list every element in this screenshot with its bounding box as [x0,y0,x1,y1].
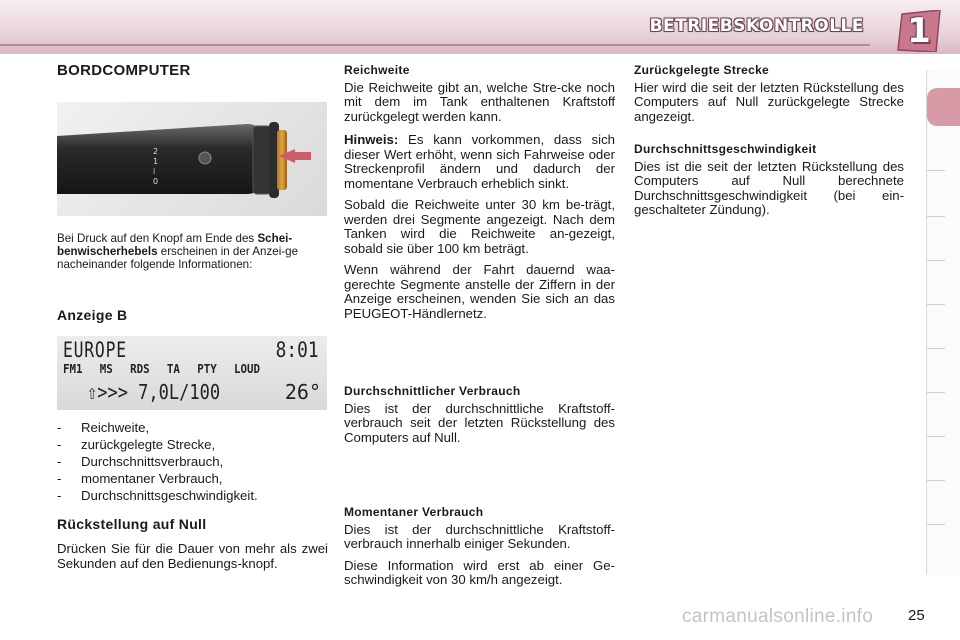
range-text: Die Reichweite gibt an, welche Stre-cke noch mit dem im Tank enthaltenen Kraftstoff zurückgelegt werden kann. [344,79,615,124]
current-consumption-text: Dies ist der durchschnittliche Kraftstoff-verbrauch innerhalb einiger Sekunden. [344,521,615,551]
lcd-band: EUROPE [63,338,127,362]
list-item: - zurückgelegte Strecke, [57,438,329,453]
chapter-number: 1 [907,11,931,51]
tab-divider [927,304,945,305]
svg-text:1: 1 [153,157,159,166]
tab-divider [927,436,945,437]
note-label: Hinweis: [344,132,399,147]
lcd-consumption: ⇧>>> 7,0L/100 [87,380,221,404]
current-consumption-note: Diese Information wird erst ab einer Ge-schwindigkeit von 30 km/h angezeigt. [344,557,615,587]
distance-block [634,63,904,131]
list-item: - momentaner Verbrauch, [57,472,329,487]
active-chapter-tab [927,88,960,126]
note-paragraph [344,133,615,191]
wiper-stalk-icon [57,102,327,216]
svg-text:2: 2 [153,147,159,156]
tab-divider [927,348,945,349]
average-consumption-block [344,384,615,452]
lcd-display [57,336,327,410]
tab-divider [927,216,945,217]
svg-text:i: i [153,167,156,176]
reset-block [57,542,328,578]
reset-text: Drücken Sie für die Dauer von mehr als zwei Sekunden auf den Bedienungs-knopf. [57,541,328,571]
current-consumption-heading: Momentaner Verbrauch [344,505,484,519]
chapter-title: BETRIEBSKONTROLLE [649,16,864,36]
wiper-stalk-photo [57,102,327,216]
below-30-text: Sobald die Reichweite unter 30 km be-trägt, werden drei Segmente angezeigt. Nach dem Tanken wird die Reichweite an-gezeigt, sobald sie über 100 km beträgt. [344,197,615,256]
range-block [344,63,615,328]
tab-divider [927,392,945,393]
reset-heading: Rückstellung auf Null [57,516,207,532]
average-consumption-heading: Durchschnittlicher Verbrauch [344,384,521,398]
lcd-radio-status: FM1 MS RDS TA PTY LOUD [63,362,261,376]
average-speed-block [634,142,904,225]
stalk-caption [57,232,329,271]
distance-heading: Zurückgelegte Strecke [634,63,770,77]
lcd-clock: 8:01 [276,338,319,362]
lcd-temperature: 26° [284,380,321,404]
tab-divider [927,170,945,171]
chapter-tab-strip [926,70,960,575]
header-rule [0,44,870,46]
note-text: Es kann vorkommen, dass sich dieser Wert erhöht, wenn sich Fahrweise oder Streckenprofil ändern und dadurch der momentane Verbrauch erheblich sinkt. [344,132,615,191]
page-header [0,0,960,54]
caption-text: Bei Druck auf den Knopf am Ende des [57,232,258,245]
section-title: BORDCOMPUTER [57,62,191,79]
caption-text-end: erscheinen in der Anzei-ge nacheinander folgende Informationen: [57,245,299,271]
current-consumption-block [344,505,615,595]
info-list-block [57,421,329,506]
info-list [57,421,329,504]
range-heading: Reichweite [344,63,410,77]
watermark: carmanualsonline.info [682,606,874,627]
caption-bold-text: Schei-benwischerhebels [57,232,293,258]
display-heading: Anzeige B [57,307,128,323]
average-speed-heading: Durchschnittsgeschwindigkeit [634,142,817,156]
tab-divider [927,260,945,261]
list-item: - Reichweite, [57,421,329,436]
average-consumption-text: Dies ist der durchschnittliche Kraftstoff-verbrauch seit der letzten Rückstellung des Computers auf Null. [344,400,615,445]
tab-divider [927,480,945,481]
svg-text:0: 0 [153,177,159,186]
list-item: - Durchschnittsgeschwindigkeit. [57,489,329,504]
average-speed-text: Dies ist die seit der letzten Rückstellung des Computers auf Null berechnete Durchschnittsgeschwindigkeit (bei ein-geschalteter Zündung). [634,158,904,217]
chapter-badge [896,10,942,52]
distance-text: Hier wird die seit der letzten Rückstellung des Computers auf Null zurückgelegte Strecke angezeigt. [634,79,904,124]
list-item: - Durchschnittsverbrauch, [57,455,329,470]
segments-text: Wenn während der Fahrt dauernd waa-gerechte Segmente anstelle der Ziffern in der Anzeige erscheinen, wenden Sie sich an das PEUGEOT-Händlernetz. [344,262,615,321]
page-number: 25 [908,607,925,624]
tab-divider [927,524,945,525]
